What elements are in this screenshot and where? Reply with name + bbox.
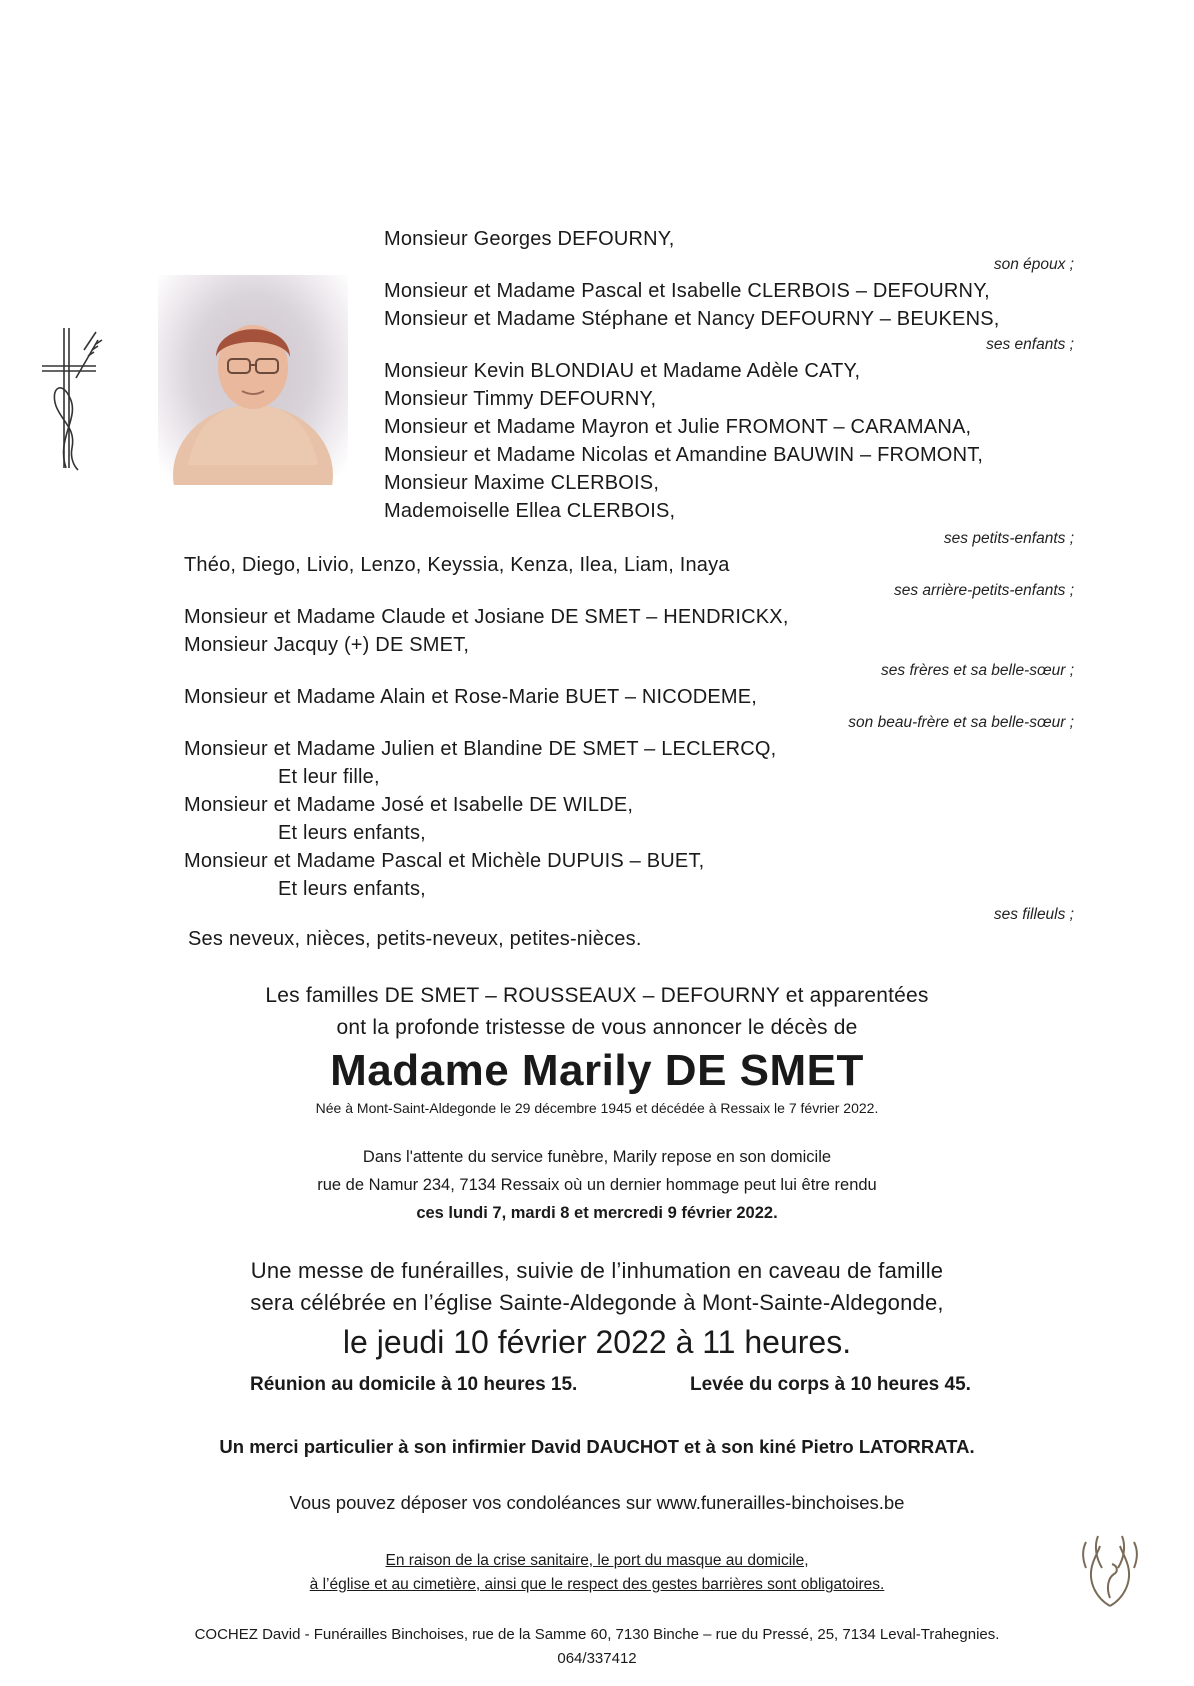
grandchild-name: Monsieur Kevin BLONDIAU et Madame Adèle CATY, <box>384 360 861 382</box>
godchild-line: Et leur fille, <box>278 766 380 788</box>
condolences-line: Vous pouvez déposer vos condoléances sur www.funerailles-binchoises.be <box>289 1492 905 1513</box>
covid-line1: En raison de la crise sanitaire, le port du masque au domicile, <box>385 1552 809 1569</box>
announcement-line1: Les familles DE SMET – ROUSSEAUX – DEFOURNY et apparentées <box>265 984 929 1007</box>
spouse-name: Monsieur Georges DEFOURNY, <box>384 228 675 250</box>
great-grandchildren-names: Théo, Diego, Livio, Lenzo, Keyssia, Kenza, Ilea, Liam, Inaya <box>184 554 730 576</box>
relation-siblings: ses frères et sa belle-sœur ; <box>881 662 1074 679</box>
godchild-line: Et leurs enfants, <box>278 878 426 900</box>
visitation-line2: rue de Namur 234, 7134 Ressaix où un dernier hommage peut lui être rendu <box>317 1176 877 1194</box>
grandchild-name: Mademoiselle Ellea CLERBOIS, <box>384 500 676 522</box>
announcement-line2: ont la profonde tristesse de vous annoncer le décès de <box>336 1016 858 1039</box>
relation-brother-in-law: son beau-frère et sa belle-sœur ; <box>848 714 1074 731</box>
funeral-line2: sera célébrée en l’église Sainte-Aldegonde à Mont-Sainte-Aldegonde, <box>250 1290 944 1315</box>
child-name: Monsieur et Madame Pascal et Isabelle CLERBOIS – DEFOURNY, <box>384 280 990 302</box>
relation-godchildren: ses filleuls ; <box>993 906 1074 923</box>
godchild-line: Et leurs enfants, <box>278 822 426 844</box>
departure-time: Levée du corps à 10 heures 45. <box>690 1374 971 1395</box>
meeting-time: Réunion au domicile à 10 heures 15. <box>250 1374 578 1395</box>
sibling-name: Monsieur Jacquy (+) DE SMET, <box>184 634 470 656</box>
phoenix-logo-icon <box>1078 1528 1142 1612</box>
birth-death-line: Née à Mont-Saint-Aldegonde le 29 décembre 1945 et décédée à Ressaix le 7 février 2022. <box>315 1100 879 1116</box>
relation-grandchildren: ses petits-enfants ; <box>943 530 1074 547</box>
relation-children: ses enfants ; <box>986 336 1074 353</box>
deceased-portrait <box>158 275 348 485</box>
godchild-line: Monsieur et Madame José et Isabelle DE WILDE, <box>184 794 634 816</box>
grandchild-name: Monsieur Maxime CLERBOIS, <box>384 472 660 494</box>
covid-line2: à l’église et au cimetière, ainsi que le respect des gestes barrières sont obligatoires. <box>309 1576 885 1593</box>
deceased-name: Madame Marily DE SMET <box>330 1046 864 1095</box>
godchild-line: Monsieur et Madame Julien et Blandine DE SMET – LECLERCQ, <box>184 738 777 760</box>
godchild-line: Monsieur et Madame Pascal et Michèle DUPUIS – BUET, <box>184 850 705 872</box>
funeral-line1: Une messe de funérailles, suivie de l’inhumation en caveau de famille <box>250 1258 944 1283</box>
child-name: Monsieur et Madame Stéphane et Nancy DEFOURNY – BEUKENS, <box>384 308 1000 330</box>
visitation-line1: Dans l'attente du service funèbre, Marily repose en son domicile <box>362 1148 832 1166</box>
grandchild-name: Monsieur et Madame Nicolas et Amandine BAUWIN – FROMONT, <box>384 444 984 466</box>
sibling-name: Monsieur et Madame Claude et Josiane DE SMET – HENDRICKX, <box>184 606 789 628</box>
thanks-line: Un merci particulier à son infirmier David DAUCHOT et à son kiné Pietro LATORRATA. <box>219 1436 975 1457</box>
funeral-date: le jeudi 10 février 2022 à 11 heures. <box>342 1324 852 1360</box>
cross-wheat-icon <box>36 318 112 476</box>
relation-great-grandchildren: ses arrière-petits-enfants ; <box>893 582 1074 599</box>
brother-in-law-name: Monsieur et Madame Alain et Rose-Marie BUET – NICODEME, <box>184 686 758 708</box>
grandchild-name: Monsieur et Madame Mayron et Julie FROMONT – CARAMANA, <box>384 416 972 438</box>
relation-spouse: son époux ; <box>993 256 1074 273</box>
footer-phone: 064/337412 <box>557 1650 637 1667</box>
nephews-line: Ses neveux, nièces, petits-neveux, petites-nièces. <box>188 928 642 950</box>
footer-address: COCHEZ David - Funérailles Binchoises, rue de la Samme 60, 7130 Binche – rue du Pressé, 25, 7134 Leval-Trahegnies. <box>194 1626 1000 1643</box>
visitation-dates: ces lundi 7, mardi 8 et mercredi 9 février 2022. <box>416 1204 778 1222</box>
grandchild-name: Monsieur Timmy DEFOURNY, <box>384 388 657 410</box>
